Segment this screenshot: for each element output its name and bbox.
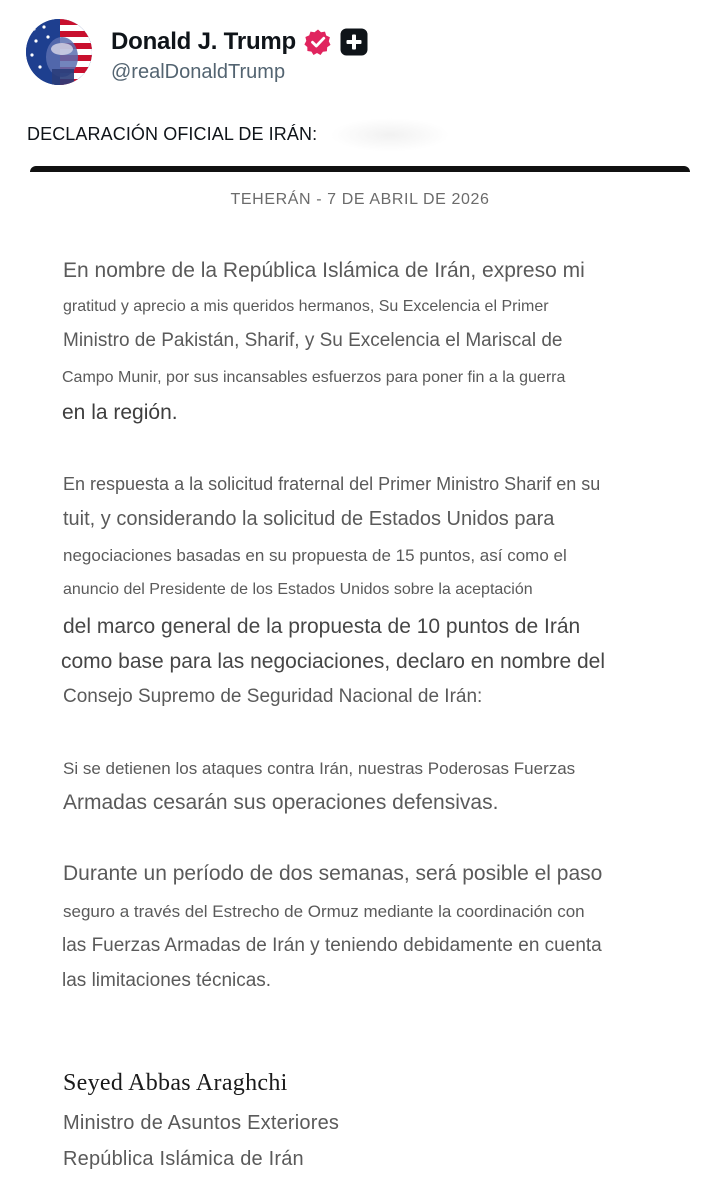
avatar[interactable] bbox=[26, 19, 92, 85]
paragraph-3-line: Armadas cesarán sus operaciones defensivas. bbox=[63, 791, 499, 814]
paragraph-1-line: gratitud y aprecio a mis queridos hermanos, Su Excelencia el Primer bbox=[63, 298, 549, 315]
post-header bbox=[0, 0, 718, 100]
paragraph-2-line: tuit, y considerando la solicitud de Estados Unidos para bbox=[63, 508, 555, 530]
display-name-row bbox=[111, 26, 368, 58]
paragraph-2-line: anuncio del Presidente de los Estados Unidos sobre la aceptación bbox=[63, 581, 533, 598]
paragraph-4-line: las Fuerzas Armadas de Irán y teniendo debidamente en cuenta bbox=[62, 935, 602, 956]
paragraph-1-line: Ministro de Pakistán, Sharif, y Su Excelencia el Mariscal de bbox=[63, 330, 563, 351]
paragraph-2-line: negociaciones basadas en su propuesta de 15 puntos, así como el bbox=[63, 546, 567, 565]
image-artifact bbox=[330, 118, 450, 152]
paragraph-3-line: Si se detienen los ataques contra Irán, nuestras Poderosas Fuerzas bbox=[63, 759, 576, 778]
plus-square-icon bbox=[340, 28, 368, 56]
paragraph-4-line: seguro a través del Estrecho de Ormuz mediante la coordinación con bbox=[63, 902, 585, 921]
paragraph-1-line: Campo Munir, por sus incansables esfuerzos para poner fin a la guerra bbox=[62, 369, 566, 386]
avatar-image bbox=[26, 19, 92, 85]
paragraph-4-line: las limitaciones técnicas. bbox=[62, 970, 272, 991]
display-name[interactable]: Donald J. Trump bbox=[111, 28, 297, 55]
handle[interactable]: @realDonaldTrump bbox=[111, 61, 286, 83]
signature-name: Seyed Abbas Araghchi bbox=[63, 1070, 288, 1096]
verified-badge-icon bbox=[304, 28, 332, 56]
paragraph-1-line: En nombre de la República Islámica de Irán, expreso mi bbox=[63, 259, 585, 282]
signature-country: República Islámica de Irán bbox=[63, 1148, 304, 1170]
paragraph-2-line: En respuesta a la solicitud fraternal del Primer Ministro Sharif en su bbox=[63, 474, 601, 494]
paragraph-1-line: en la región. bbox=[62, 401, 178, 424]
document-top-rule bbox=[30, 166, 690, 172]
paragraph-2-line: del marco general de la propuesta de 10 puntos de Irán bbox=[63, 615, 581, 638]
post-text: DECLARACIÓN OFICIAL DE IRÁN: bbox=[27, 124, 318, 144]
signature-title: Ministro de Asuntos Exteriores bbox=[63, 1112, 340, 1134]
document-dateline: TEHERÁN - 7 DE ABRIL DE 2026 bbox=[230, 191, 490, 208]
paragraph-2-line: Consejo Supremo de Seguridad Nacional de Irán: bbox=[63, 686, 483, 707]
paragraph-2-line: como base para las negociaciones, declaro en nombre del bbox=[61, 650, 606, 673]
paragraph-4-line: Durante un período de dos semanas, será posible el paso bbox=[63, 862, 603, 885]
attached-document-image[interactable] bbox=[22, 164, 692, 1200]
